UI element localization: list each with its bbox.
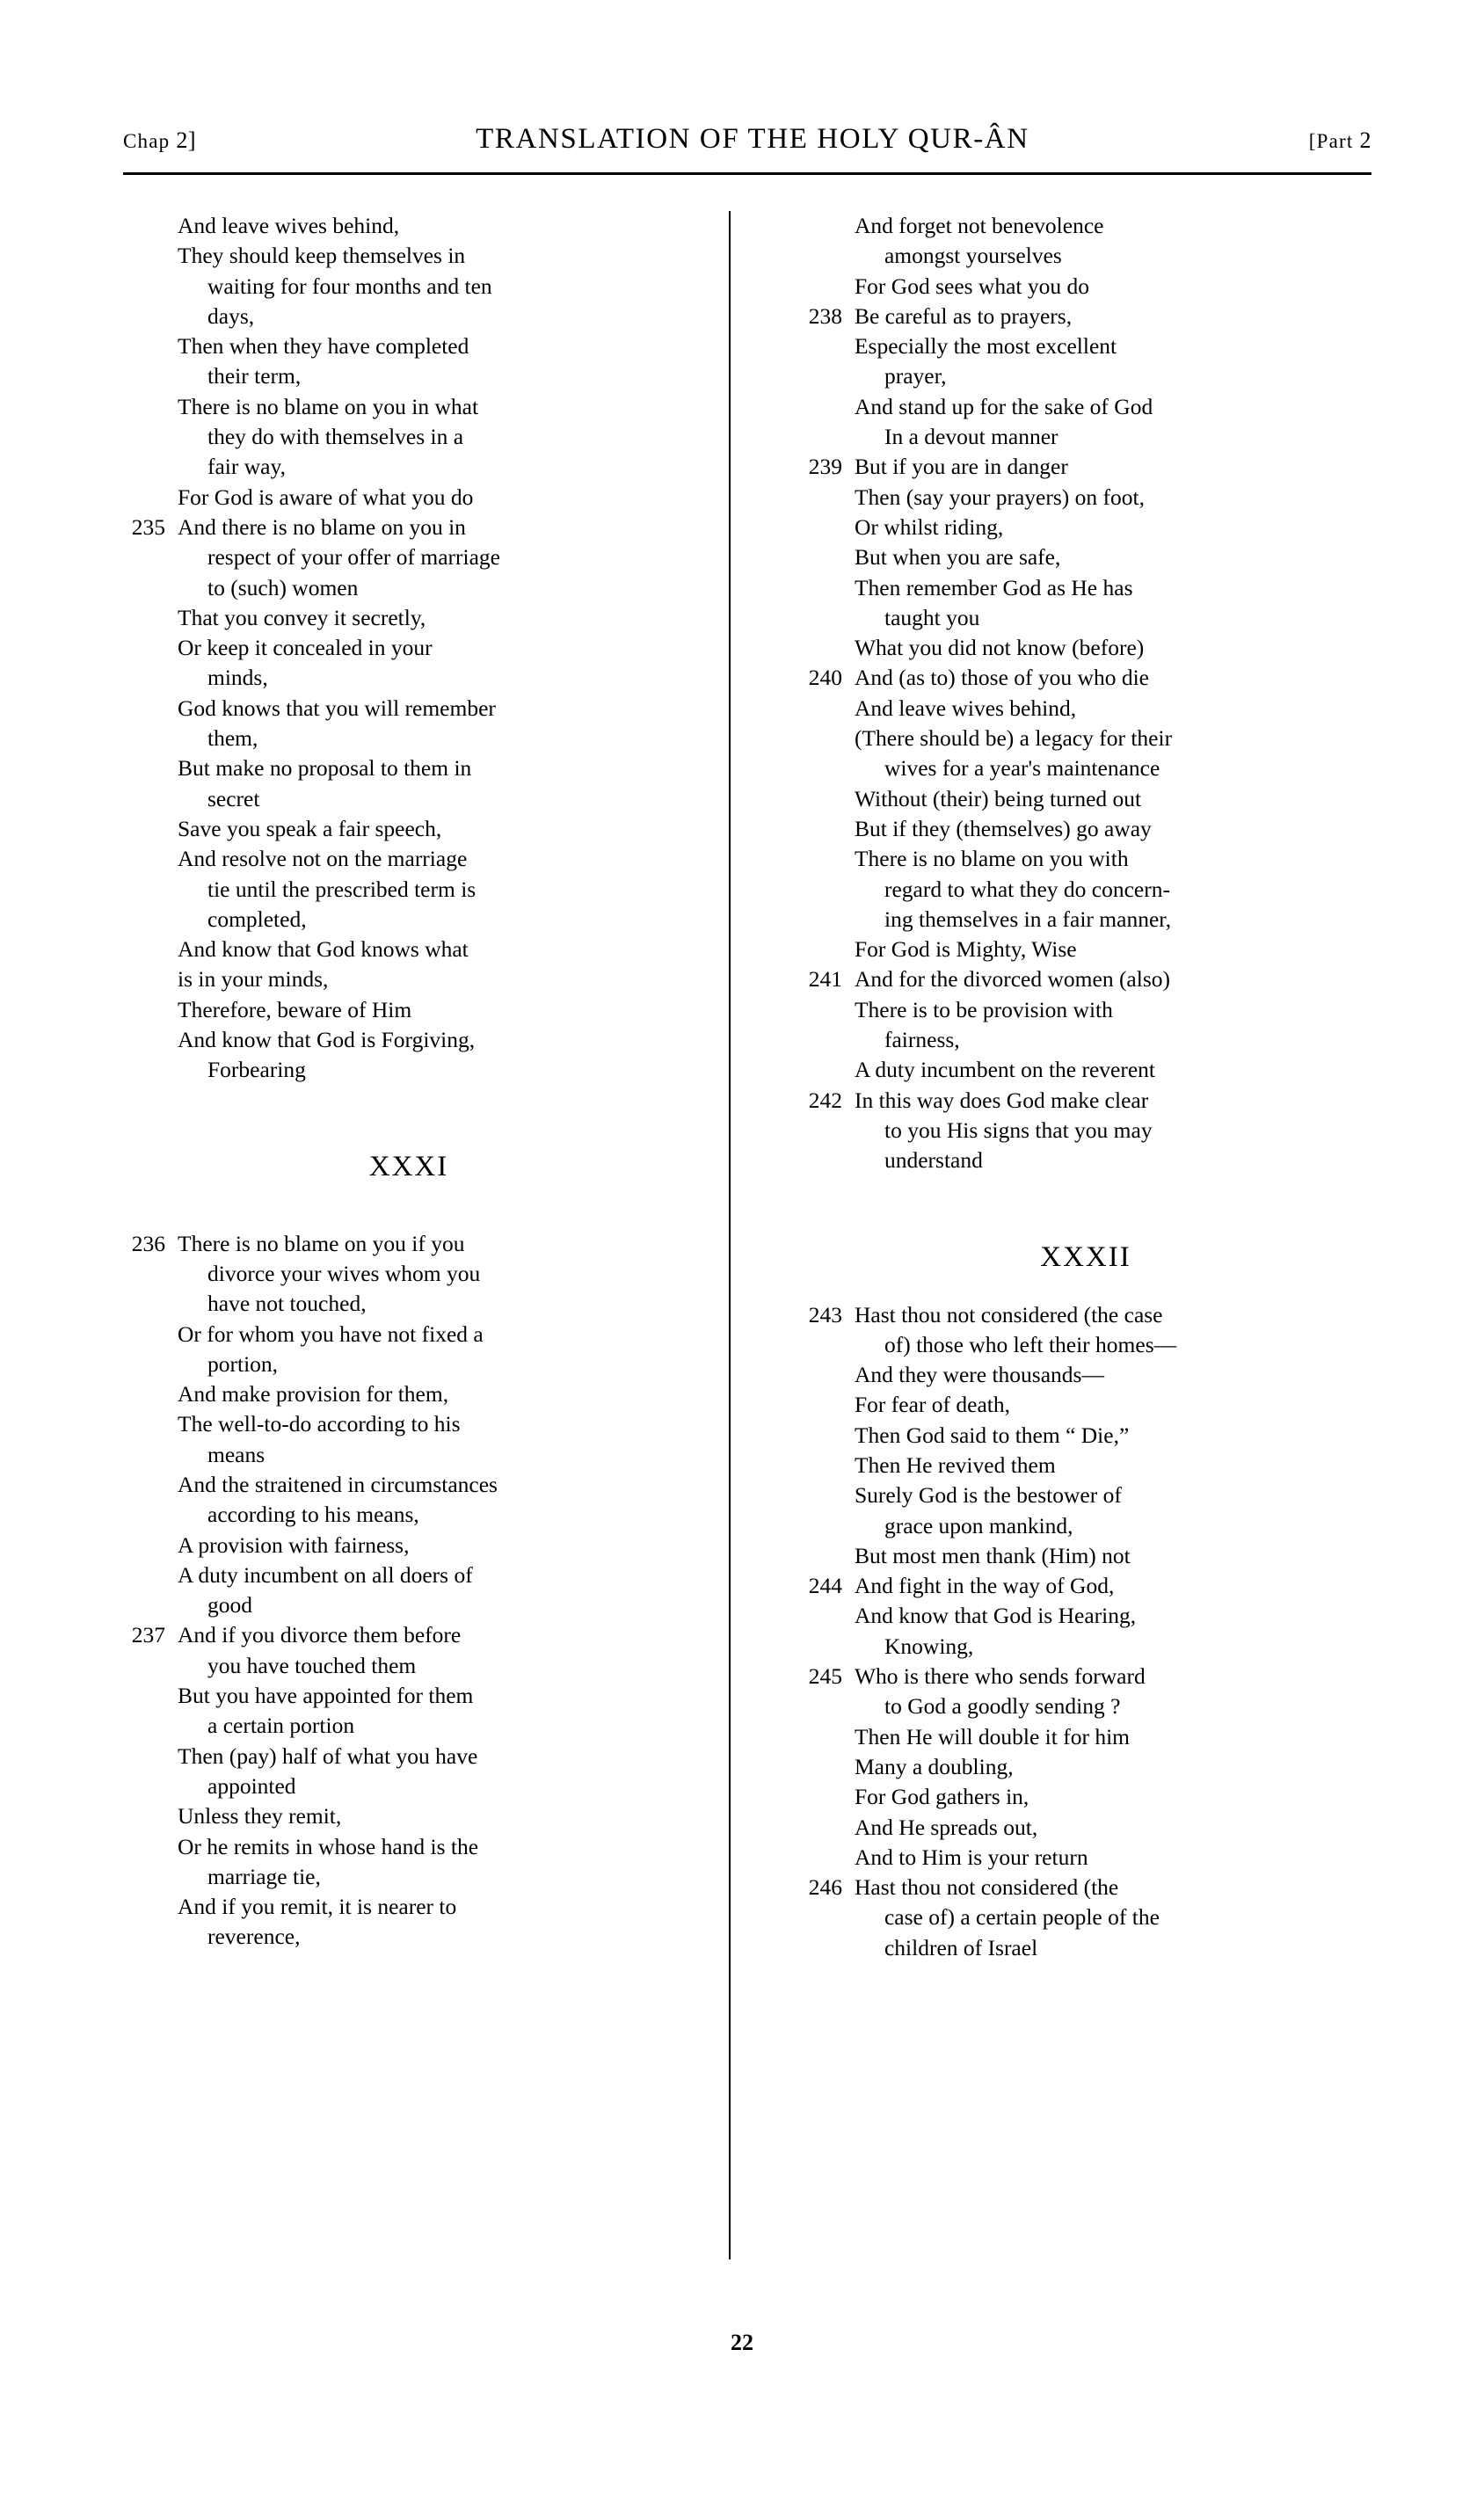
verse-line: Save you speak a fair speech, [178, 815, 442, 841]
verse-number [123, 211, 178, 513]
verse-block [800, 302, 1371, 452]
verse-line: But make no proposal to them in [178, 755, 472, 782]
verse-text [178, 513, 695, 1086]
verse-line: There is no blame on you in what [178, 393, 479, 419]
verse-line: Hast thou not considered (the case [854, 1301, 1163, 1328]
verse-text [855, 302, 1371, 452]
verse-line: prayer, [884, 363, 947, 389]
verse-text [855, 663, 1371, 964]
verse-line: And fight in the way of God, [854, 1573, 1115, 1599]
header-chapter-prefix: Chap [123, 130, 171, 152]
verse-block [800, 964, 1371, 1085]
verse-line: is in your minds, [178, 966, 329, 993]
verse-line: tie until the prescribed term is [207, 876, 476, 902]
verse-line: Knowing, [884, 1633, 974, 1659]
verse-line: Or for whom you have not fixed a [178, 1320, 484, 1347]
verse-text [178, 211, 695, 513]
verse-line: Unless they remit, [178, 1803, 342, 1829]
verse-number: 241 [808, 966, 842, 993]
verse-line: But if you are in danger [854, 454, 1068, 480]
right-column [747, 211, 1371, 2259]
verse-text [855, 1086, 1371, 1176]
verse-line: completed, [207, 906, 307, 932]
verse-line: Then remember God as He has [854, 574, 1133, 600]
verse-line: divorce your wives whom you [207, 1260, 481, 1286]
verse-line: Then He will double it for him [854, 1723, 1131, 1749]
verse-line: And they were thousands— [854, 1362, 1104, 1388]
verse-line: fairness, [884, 1027, 960, 1053]
verse-line: In this way does God make clear [854, 1087, 1149, 1113]
verse-line: Without (their) being turned out [854, 785, 1142, 811]
verse-number: 235 [131, 513, 165, 540]
verse-line: according to his means, [207, 1502, 419, 1528]
verse-block [123, 513, 695, 1086]
verse-line: What you did not know (before) [854, 635, 1145, 661]
verse-line: Then (pay) half of what you have [178, 1742, 478, 1769]
verse-line: Therefore, beware of Him [178, 996, 412, 1022]
verse-line: they do with themselves in a [207, 424, 464, 450]
verse-line: portion, [207, 1350, 279, 1377]
verse-line: God knows that you will remember [178, 695, 496, 721]
verse-text [855, 1571, 1371, 1662]
section-gap [800, 1176, 1371, 1241]
verse-line: to (such) women [207, 574, 359, 600]
verse-line: minds, [207, 665, 268, 691]
verse-text [178, 1620, 695, 1952]
verse-text [855, 1873, 1371, 1963]
verse-line: Hast thou not considered (the [854, 1874, 1119, 1901]
verse-line: respect of your offer of marriage [207, 544, 500, 571]
verse-line: days, [207, 302, 255, 329]
verse-line: Forbearing [207, 1057, 306, 1083]
verse-line: And if you divorce them before [178, 1622, 462, 1648]
verse-line: There is no blame on you if you [178, 1230, 465, 1256]
verse-line: And He spreads out, [854, 1814, 1038, 1840]
verse-text [178, 1229, 695, 1621]
two-column-body [123, 211, 1371, 2259]
verse-line: And if you remit, it is nearer to [178, 1894, 457, 1920]
verse-line: to you His signs that you may [884, 1117, 1153, 1143]
verse-line: case of) a certain people of the [884, 1904, 1160, 1931]
header-part-number: 2 [1359, 127, 1371, 153]
verse-line: means [207, 1441, 266, 1467]
verse-line: There is to be provision with [854, 996, 1113, 1022]
verse-line: That you convey it secretly, [178, 604, 426, 630]
verse-line: Or he remits in whose hand is the [178, 1833, 479, 1859]
verse-block [800, 1086, 1371, 1176]
verse-line: But when you are safe, [854, 544, 1061, 571]
verse-number: 238 [808, 302, 842, 329]
verse-line: their term, [207, 363, 302, 389]
verse-line: And resolve not on the marriage [178, 846, 468, 872]
verse-line: Then when they have completed [178, 333, 469, 360]
verse-line: Surely God is the bestower of [854, 1482, 1122, 1509]
verse-line: And to Him is your return [854, 1844, 1088, 1870]
verse-line: (There should be) a legacy for their [854, 725, 1173, 752]
page-header [123, 123, 1371, 156]
verse-line: And the straitened in circumstances [178, 1471, 498, 1497]
section-gap [800, 1274, 1371, 1300]
verse-line: Then He revived them [854, 1451, 1056, 1478]
verse-number: 236 [131, 1230, 165, 1256]
verse-line: They should keep themselves in [178, 243, 466, 269]
verse-line: But if they (themselves) go away [854, 815, 1152, 841]
verse-line: For God gathers in, [854, 1784, 1029, 1810]
verse-line: reverence, [207, 1924, 301, 1950]
verse-block [800, 1873, 1371, 1963]
verse-line: And leave wives behind, [854, 695, 1077, 721]
verse-number: 243 [808, 1301, 842, 1328]
section-gap [123, 1086, 695, 1151]
verse-line: waiting for four months and ten [207, 273, 492, 299]
verse-line: grace upon mankind, [884, 1512, 1073, 1538]
verse-line: For fear of death, [854, 1392, 1010, 1418]
verse-line: But you have appointed for them [178, 1683, 474, 1709]
verse-line: And forget not benevolence [854, 213, 1104, 238]
verse-text [855, 211, 1371, 302]
verse-line: For God sees what you do [854, 273, 1089, 299]
column-divider [729, 211, 731, 2259]
verse-line: And (as to) those of you who die [854, 665, 1149, 691]
verse-block [123, 1229, 695, 1621]
verse-line: appointed [207, 1772, 296, 1799]
verse-line: And leave wives behind, [178, 213, 400, 238]
verse-line: But most men thank (Him) not [854, 1542, 1131, 1568]
verse-text [855, 1662, 1371, 1873]
verse-line: A provision with fairness, [178, 1531, 410, 1558]
verse-block [800, 452, 1371, 663]
verse-number [800, 211, 855, 302]
verse-line: For God is aware of what you do [178, 484, 474, 510]
verse-line: And know that God is Hearing, [854, 1603, 1137, 1629]
verse-block [800, 1571, 1371, 1662]
verse-line: children of Israel [884, 1934, 1038, 1960]
verse-line: amongst yourselves [884, 243, 1062, 269]
verse-block [800, 211, 1371, 302]
verse-text [855, 452, 1371, 663]
verse-text [855, 964, 1371, 1085]
verse-block [800, 1300, 1371, 1572]
verse-line: And know that God knows what [178, 936, 469, 963]
verse-line: good [207, 1592, 252, 1618]
verse-line: Or keep it concealed in your [178, 635, 433, 661]
header-title: TRANSLATION OF THE HOLY QUR-ÂN [476, 123, 1029, 155]
verse-number: 242 [808, 1087, 842, 1113]
verse-line: For God is Mighty, Wise [854, 936, 1077, 963]
verse-line: There is no blame on you with [854, 846, 1129, 872]
verse-line: And make provision for them, [178, 1381, 449, 1408]
section-gap [123, 1183, 695, 1229]
section-title-right: XXXII [1040, 1240, 1131, 1273]
verse-block [123, 211, 695, 513]
verse-line: of) those who left their homes— [884, 1331, 1177, 1357]
verse-number: 237 [131, 1622, 165, 1648]
header-part [1309, 127, 1371, 154]
verse-line: understand [884, 1147, 983, 1174]
verse-line: to God a goodly sending ? [884, 1693, 1121, 1720]
verse-line: wives for a year's maintenance [884, 755, 1160, 782]
verse-line: them, [207, 725, 258, 752]
verse-number: 244 [808, 1573, 842, 1599]
verse-block [800, 1662, 1371, 1873]
verse-line: Be careful as to prayers, [854, 302, 1073, 329]
verse-number: 240 [808, 665, 842, 691]
verse-number: 246 [808, 1874, 842, 1901]
verse-line: A duty incumbent on the reverent [854, 1057, 1156, 1083]
header-chapter-number: 2] [176, 127, 197, 153]
header-divider [123, 172, 1371, 175]
verse-line: A duty incumbent on all doers of [178, 1561, 473, 1588]
verse-line: have not touched, [207, 1291, 367, 1317]
verse-line: secret [207, 785, 260, 811]
verse-line: Or whilst riding, [854, 513, 1004, 540]
verse-line: And for the divorced women (also) [854, 966, 1171, 993]
verse-line: And stand up for the sake of God [854, 393, 1153, 419]
verse-line: ing themselves in a fair manner, [884, 906, 1172, 932]
header-part-prefix: [Part [1308, 130, 1354, 152]
header-chapter [123, 127, 196, 154]
verse-text [855, 1300, 1371, 1572]
verse-line: And there is no blame on you in [178, 513, 466, 540]
page-number: 22 [731, 2330, 753, 2355]
verse-line: regard to what they do concern- [884, 876, 1170, 902]
verse-line: Then (say your prayers) on foot, [854, 484, 1145, 510]
verse-line: Then God said to them “ Die,” [854, 1422, 1130, 1448]
left-column [123, 211, 712, 2259]
verse-line: a certain portion [207, 1713, 355, 1739]
verse-line: you have touched them [207, 1652, 417, 1678]
verse-line: And know that God is Forgiving, [178, 1027, 476, 1053]
verse-line: marriage tie, [207, 1863, 321, 1889]
verse-line: Many a doubling, [854, 1753, 1014, 1779]
verse-line: taught you [884, 604, 980, 630]
verse-line: The well-to-do according to his [178, 1411, 461, 1437]
verse-number: 245 [808, 1663, 842, 1690]
verse-number: 239 [808, 454, 842, 480]
verse-line: Who is there who sends forward [854, 1663, 1146, 1690]
verse-line: In a devout manner [884, 424, 1058, 450]
verse-line: fair way, [207, 454, 286, 480]
verse-line: Especially the most excellent [854, 333, 1117, 360]
verse-block [123, 1620, 695, 1952]
verse-block [800, 663, 1371, 964]
section-title-left: XXXI [368, 1150, 449, 1182]
